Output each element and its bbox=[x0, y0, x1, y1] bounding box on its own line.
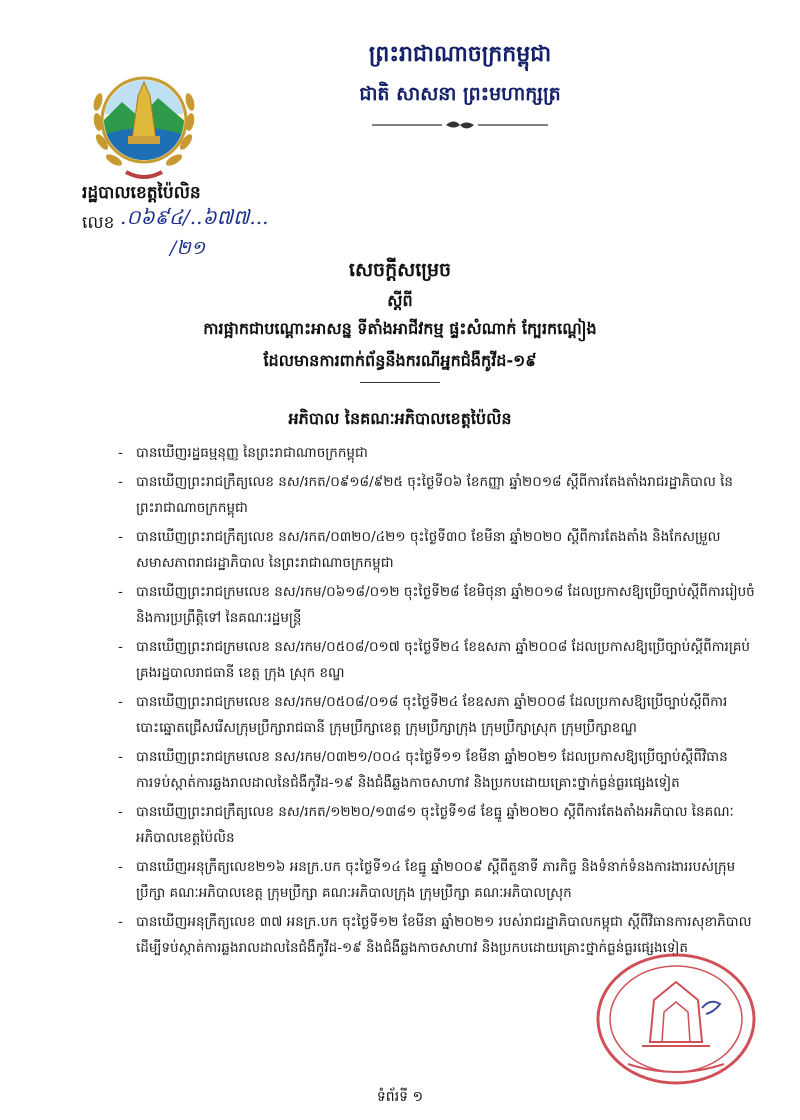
list-item: - បានឃើញអនុក្រឹត្យលេខ២១៦ អនក្រ.បក ចុះថ្ងៃទី១៤ ខែធ្នូ ឆ្នាំ២០០៩ ស្ដីពីតួនាទី ភារកិច្ច និងទំនាក់ទំនងការងាររបស់ក្រុមប្រឹក្សា គណៈអភិបាលខេត្ត ក្រុមប្រឹក្សា គណៈអភិបាលក្រុង ក្រុមប្រឹក្សា គណៈអភិបាលស្រុក bbox=[118, 854, 758, 906]
red-official-stamp-icon bbox=[592, 948, 760, 1090]
kingdom-heading: ព្រះរាជាណាចក្រកម្ពុជា bbox=[368, 42, 552, 67]
pailin-province-seal-icon bbox=[82, 62, 206, 186]
page-number: ទំព័រទី ១ bbox=[376, 1089, 424, 1105]
decorative-divider-icon bbox=[368, 118, 552, 132]
subject-line-2: ដែលមានការពាក់ព័ន្ធនឹងករណីអ្នកជំងឺកូវីដ-១៩ bbox=[263, 351, 537, 370]
list-item: - បានឃើញព្រះរាជក្រឹត្យលេខ នស/រកត/០៣២០/៤២១ ចុះថ្ងៃទី៣០ ខែមីនា ឆ្នាំ២០២០ ស្ដីពីការតែងតាំង និងកែសម្រួលសមាសភាពរាជរដ្ឋាភិបាល នៃព្រះរាជាណាចក្រកម្ពុជា bbox=[118, 524, 758, 576]
document-about-label: ស្ដីពី bbox=[387, 291, 413, 310]
issuing-authority: អភិបាល នៃគណៈអភិបាលខេត្តប៉ៃលិន bbox=[288, 409, 512, 428]
reference-year-handwritten: /២១ bbox=[170, 237, 206, 259]
title-underline bbox=[360, 382, 440, 383]
list-item: - បានឃើញព្រះរាជក្រមលេខ នស/រកម/០៥០៨/០១៧ ចុះថ្ងៃទី២៤ ខែឧសភា ឆ្នាំ២០០៨ ដែលប្រកាសឱ្យប្រើច្បាប់ស្ដីពីការគ្រប់គ្រងរដ្ឋបាលរាជធានី ខេត្ត ក្រុង ស្រុក ខណ្ឌ bbox=[118, 634, 758, 686]
list-item: - បានឃើញព្រះរាជក្រមលេខ នស/រកម/០៣២១/០០៤ ចុះថ្ងៃទី១១ ខែមីនា ឆ្នាំ២០២១ ដែលប្រកាសឱ្យប្រើច្បាប់ស្ដីពីវិធានការទប់ស្កាត់ការឆ្លងរាលដាលនៃជំងឺកូវីដ-១៩ និងជំងឺឆ្លងកាចសាហាវ និងប្រកបដោយគ្រោះថ្នាក់ធ្ងន់ធ្ងរផ្សេងទៀត bbox=[118, 744, 758, 796]
list-item: - បានឃើញព្រះរាជក្រឹត្យលេខ នស/រកត/០៩១៨/៩២៥ ចុះថ្ងៃទី០៦ ខែកញ្ញា ឆ្នាំ២០១៨ ស្ដីពីការតែងតាំងរាជរដ្ឋាភិបាល នៃព្រះរាជាណាចក្រកម្ពុជា bbox=[118, 469, 758, 521]
list-item: - បានឃើញព្រះរាជក្រមលេខ នស/រកម/០៥០៨/០១៨ ចុះថ្ងៃទី២៤ ខែឧសភា ឆ្នាំ២០០៨ ដែលប្រកាសឱ្យប្រើច្បាប់ស្ដីពីការបោះឆ្នោតជ្រើសរើសក្រុមប្រឹក្សារាជធានី ក្រុមប្រឹក្សាខេត្ត ក្រុមប្រឹក្សាក្រុង ក្រុមប្រឹក្សាស្រុក ក្រុមប្រឹក្សាខណ្ឌ bbox=[118, 689, 758, 741]
national-motto: ជាតិ សាសនា ព្រះមហាក្សត្រ bbox=[359, 83, 561, 105]
subject-line-1: ការផ្អាកជាបណ្ដោះអាសន្ន ទីតាំងអាជីវកម្ម ផ្ទះសំណាក់ ក្បែរកណ្ដៀង bbox=[203, 319, 597, 338]
list-item: - បានឃើញអនុក្រឹត្យលេខ ៣៧ អនក្រ.បក ចុះថ្ងៃទី១២ ខែមីនា ឆ្នាំ២០២១ របស់រាជរដ្ឋាភិបាលកម្ពុជា ស្ដីពីវិធានការសុខាភិបាល ដើម្បីទប់ស្កាត់ការឆ្លងរាលដាលនៃជំងឺកូវីដ-១៩ និងជំងឺឆ្លងកាចសាហាវ និងប្រកបដោយគ្រោះថ្នាក់ធ្ងន់ធ្ងរផ្សេងទៀត bbox=[118, 909, 758, 961]
reference-label: លេខ bbox=[82, 213, 115, 233]
issuer-name: រដ្ឋបាលខេត្តប៉ៃលិន bbox=[82, 183, 201, 203]
list-item: - បានឃើញរដ្ឋធម្មនុញ្ញ នៃព្រះរាជាណាចក្រកម្ពុជា bbox=[118, 440, 758, 466]
document-type-title: សេចក្ដីសម្រេច bbox=[348, 259, 452, 281]
list-item: - បានឃើញព្រះរាជក្រឹត្យលេខ នស/រកត/១២២០/១៣៨១ ចុះថ្ងៃទី១៨ ខែធ្នូ ឆ្នាំ២០២០ ស្ដីពីការតែងតាំងអភិបាល នៃគណៈអភិបាលខេត្តប៉ៃលិន bbox=[118, 799, 758, 851]
list-item: - បានឃើញព្រះរាជក្រមលេខ នស/រកម/០៦១៨/០១២ ចុះថ្ងៃទី២៨ ខែមិថុនា ឆ្នាំ២០១៨ ដែលប្រកាសឱ្យប្រើច្បាប់ស្ដីពីការរៀបចំ និងការប្រព្រឹត្តិទៅ នៃគណៈរដ្ឋមន្ត្រី bbox=[118, 579, 758, 631]
reference-number-handwritten: .០៦៩៤/..៦៧៧... bbox=[120, 205, 269, 229]
considerations-list bbox=[118, 440, 758, 964]
